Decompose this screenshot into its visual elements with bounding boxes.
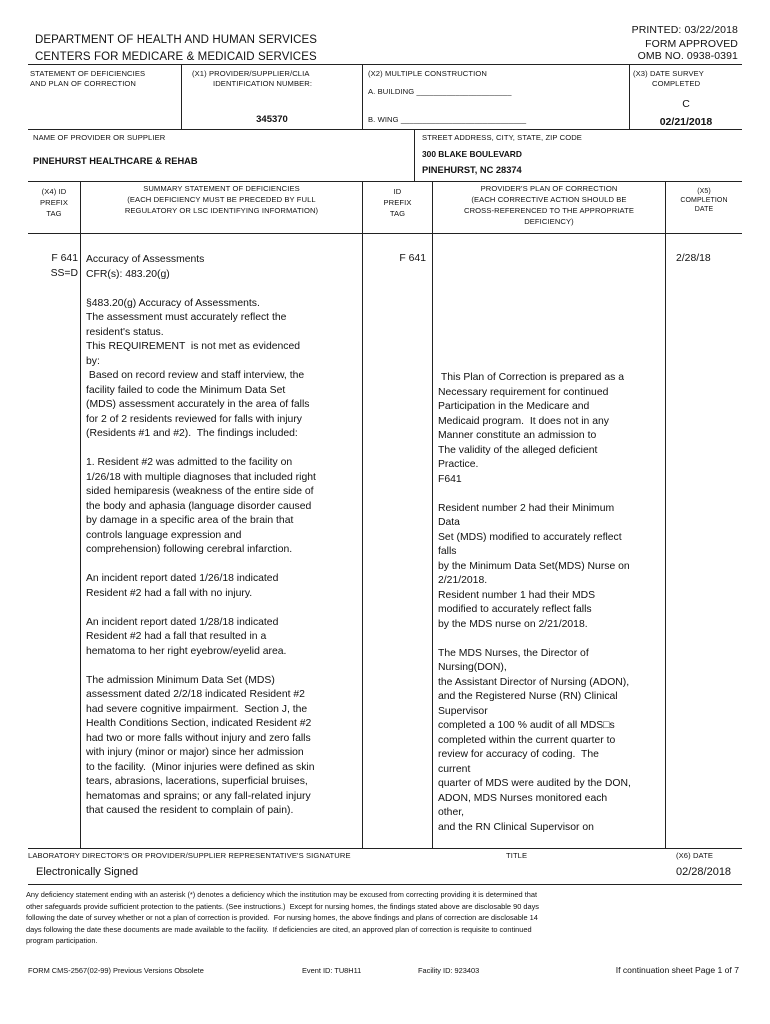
statement-label: AND PLAN OF CORRECTION bbox=[30, 79, 136, 88]
rule bbox=[414, 129, 415, 181]
rule bbox=[362, 181, 363, 848]
statement-label: STATEMENT OF DEFICIENCIES bbox=[30, 69, 146, 78]
signature-date: 02/28/2018 bbox=[676, 866, 732, 878]
rule bbox=[28, 129, 742, 130]
tag-right: F 641 bbox=[399, 253, 426, 264]
street-label: STREET ADDRESS, CITY, STATE, ZIP CODE bbox=[422, 133, 582, 142]
x5-header: DATE bbox=[694, 206, 714, 213]
provider-id: 345370 bbox=[256, 114, 288, 125]
plan-header: CROSS-REFERENCED TO THE APPROPRIATE bbox=[463, 206, 635, 215]
cms-title: CENTERS FOR MEDICARE & MEDICAID SERVICES bbox=[35, 51, 317, 63]
completion-date: 2/28/18 bbox=[676, 253, 711, 264]
tag-left: F 641 bbox=[51, 253, 78, 264]
department-title: DEPARTMENT OF HEALTH AND HUMAN SERVICES bbox=[35, 34, 318, 46]
summary-header: (EACH DEFICIENCY MUST BE PRECEDED BY FULL bbox=[127, 195, 316, 204]
rule bbox=[28, 233, 742, 234]
page-number: If continuation sheet Page 1 of 7 bbox=[615, 965, 739, 975]
rule bbox=[665, 181, 666, 848]
x4-header: (X4) ID bbox=[41, 187, 67, 196]
id-header: ID bbox=[393, 187, 402, 196]
omb-number: OMB NO. 0938-0391 bbox=[637, 50, 738, 62]
event-id: Event ID: TU8H11 bbox=[302, 966, 362, 975]
rule bbox=[28, 848, 742, 849]
city-state-zip: PINEHURST, NC 28374 bbox=[422, 165, 522, 175]
signature-value: Electronically Signed bbox=[36, 866, 139, 878]
signature-label: LABORATORY DIRECTOR'S OR PROVIDER/SUPPLIER REPRESENTATIVE'S SIGNATURE bbox=[28, 851, 351, 860]
form-number: FORM CMS-2567(02-99) Previous Versions Obsolete bbox=[28, 966, 204, 975]
x1-label: IDENTIFICATION NUMBER: bbox=[213, 79, 313, 88]
rule bbox=[80, 181, 81, 848]
disclaimer: Any deficiency statement ending with an asterisk (*) denotes a deficiency which the institution may be excused from correcting providing it is determined that other safeguards provide sufficient protection to the patients. (See instructions.) Except for nursing homes, the findings stated above are disclosable 90 days following the date of survey whether or not a plan of correction is provided. For nursing homes, the above findings and plans of correction are disclosable 14 days following the date these documents are made available to the facility. If deficiencies are cited, an approved plan of correction is requisite to continued program participation. bbox=[26, 890, 539, 945]
plan-header: DEFICIENCY) bbox=[524, 217, 574, 226]
survey-date: 02/21/2018 bbox=[659, 116, 713, 128]
x1-label: (X1) PROVIDER/SUPPLIER/CLIA bbox=[192, 69, 310, 78]
plan-of-correction: This Plan of Correction is prepared as a Necessary requirement for continued Participation in the Medicare and Medicaid program. It does not in any Manner constitute an admission to The validity of the alleged deficient Practice. F641 Resident number 2 had their Minimum Data Set (MDS) modified to accurately reflect falls by the Minimum Data Set(MDS) Nurse on 2/21/2018. Resident number 1 had their MDS modified to accurately reflect falls by the MDS nurse on 2/21/2018. The MDS Nurses, the Director of Nursing(DON), the Assistant Director of Nursing (ADON), and the Registered Nurse (RN) Clinical Supervisor completed a 100 % audit of all MDS□s completed within the current quarter to review for accuracy of coding. The current quarter of MDS were audited by the DON, ADON, MDS Nurses monitored each other, and the RN Clinical Supervisor on bbox=[438, 372, 631, 833]
street-address: 300 BLAKE BOULEVARD bbox=[422, 149, 522, 159]
building-label: A. BUILDING ______________________ bbox=[368, 87, 512, 96]
provider-label: NAME OF PROVIDER OR SUPPLIER bbox=[33, 133, 166, 142]
facility-id: Facility ID: 923403 bbox=[418, 966, 480, 975]
printed-date: PRINTED: 03/22/2018 bbox=[631, 24, 738, 36]
deficiency-summary: Accuracy of Assessments CFR(s): 483.20(g) §483.20(g) Accuracy of Assessments. The assessment must accurately reflect the resident's status. This REQUIREMENT is not met as evidenced by: Based on record review and staff interview, the facility failed to code the Minimum Data Set (MDS) assessment accurately in the area of falls for 2 of 2 residents reviewed for falls with injury (Residents #1 and #2). The findings included: 1. Resident #2 was admitted to the facility on 1/26/18 with multiple diagnoses that included right sided hemiparesis (weakness of the entire side of the body and aphasia (language disorder caused by damage in a specific area of the brain that controls language expression and comprehension) following cerebral infarction. An incident report dated 1/26/18 indicated Resident #2 had a fall with no injury. An incident report dated 1/28/18 indicated Resident #2 had a fall that resulted in a hematoma to her right eyebrow/eyelid area. The admission Minimum Data Set (MDS) assessment dated 2/2/18 indicated Resident #2 had severe cognitive impairment. Section J, the Health Conditions Section, indicated Resident #2 had two or more falls without injury and zero falls with injury (minor or major) since her admission to the facility. (Minor injuries were defined as skin tears, abrasions, lacerations, superficial bruises, hematomas and sprains; or any fall-related injury that caused the resident to complain of pain). bbox=[86, 254, 316, 816]
plan-header: (EACH CORRECTIVE ACTION SHOULD BE bbox=[471, 195, 627, 204]
date-label: (X6) DATE bbox=[676, 851, 714, 860]
rule bbox=[432, 181, 433, 848]
x4-header: TAG bbox=[46, 209, 62, 218]
rule bbox=[28, 181, 742, 182]
rule bbox=[362, 64, 363, 129]
survey-code: C bbox=[682, 98, 690, 110]
plan-header: PROVIDER'S PLAN OF CORRECTION bbox=[480, 184, 618, 193]
id-header: TAG bbox=[389, 209, 406, 218]
x3-label: (X3) DATE SURVEY bbox=[633, 69, 704, 78]
wing-label: B. WING _____________________________ bbox=[368, 115, 527, 124]
id-header: PREFIX bbox=[383, 198, 412, 207]
summary-header: SUMMARY STATEMENT OF DEFICIENCIES bbox=[143, 184, 300, 193]
x3-label: COMPLETED bbox=[652, 79, 701, 88]
scope-severity: SS=D bbox=[50, 268, 78, 279]
x2-label: (X2) MULTIPLE CONSTRUCTION bbox=[368, 69, 487, 78]
form-approved: FORM APPROVED bbox=[645, 38, 738, 50]
rule bbox=[28, 884, 742, 885]
title-label: TITLE bbox=[506, 851, 528, 860]
x5-header: COMPLETION bbox=[680, 197, 728, 204]
x4-header: PREFIX bbox=[39, 198, 69, 207]
provider-name: PINEHURST HEALTHCARE & REHAB bbox=[33, 156, 198, 166]
x5-header: (X5) bbox=[697, 188, 711, 195]
summary-header: REGULATORY OR LSC IDENTIFYING INFORMATION) bbox=[124, 206, 319, 215]
rule bbox=[28, 64, 742, 65]
